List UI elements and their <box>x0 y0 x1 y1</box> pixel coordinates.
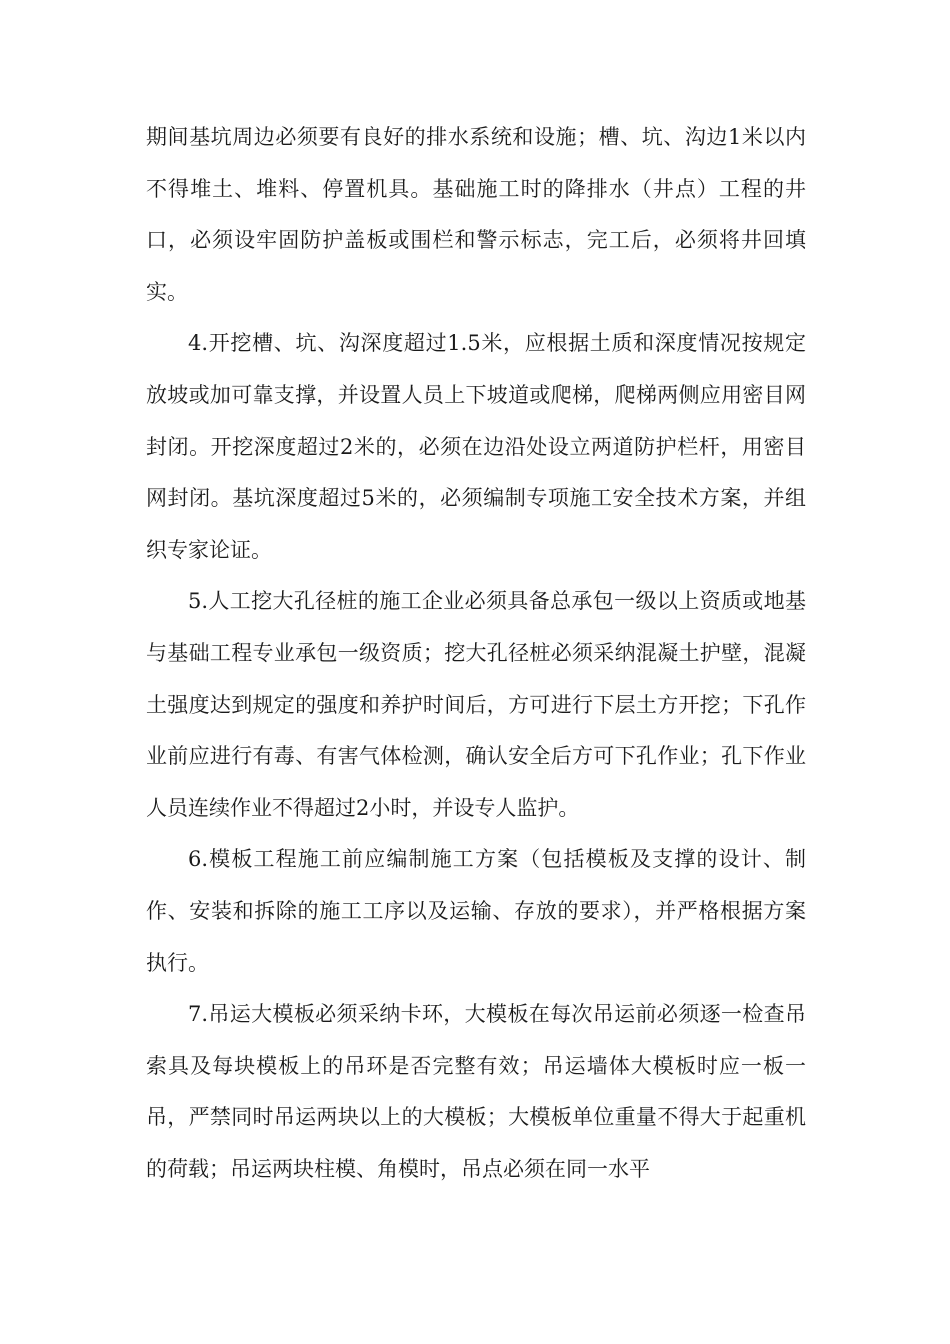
paragraph-item-5: 5.人工挖大孔径桩的施工企业必须具备总承包一级以上资质或地基与基础工程专业承包一级资质；挖大孔径桩必须采纳混凝土护壁，混凝土强度达到规定的强度和养护时间后，方可进行下层土方开挖；下孔作业前应进行有毒、有害气体检测，确认安全后方可下孔作业；孔下作业人员连续作业不得超过2小时，并设专人监护。 <box>146 589 806 820</box>
paragraph-continuation: 期间基坑周边必须要有良好的排水系统和设施；槽、坑、沟边1米以内不得堆土、堆料、停置机具。基础施工时的降排水（井点）工程的井口，必须设牢固防护盖板或围栏和警示标志，完工后，必须将井回填实。 <box>146 125 806 304</box>
paragraph-item-7: 7.吊运大模板必须采纳卡环，大模板在每次吊运前必须逐一检查吊索具及每块模板上的吊环是否完整有效；吊运墙体大模板时应一板一吊，严禁同时吊运两块以上的大模板；大模板单位重量不得大于起重机的荷载；吊运两块柱模、角模时，吊点必须在同一水平 <box>146 1002 806 1181</box>
paragraph-item-6: 6.模板工程施工前应编制施工方案（包括模板及支撑的设计、制作、安装和拆除的施工工序以及运输、存放的要求），并严格根据方案执行。 <box>146 847 806 975</box>
paragraph-item-4: 4.开挖槽、坑、沟深度超过1.5米，应根据土质和深度情况按规定放坡或加可靠支撑，并设置人员上下坡道或爬梯，爬梯两侧应用密目网封闭。开挖深度超过2米的，必须在边沿处设立两道防护栏杆，用密目网封闭。基坑深度超过5米的，必须编制专项施工安全技术方案，并组织专家论证。 <box>146 331 806 562</box>
document-body <box>146 112 806 1195</box>
